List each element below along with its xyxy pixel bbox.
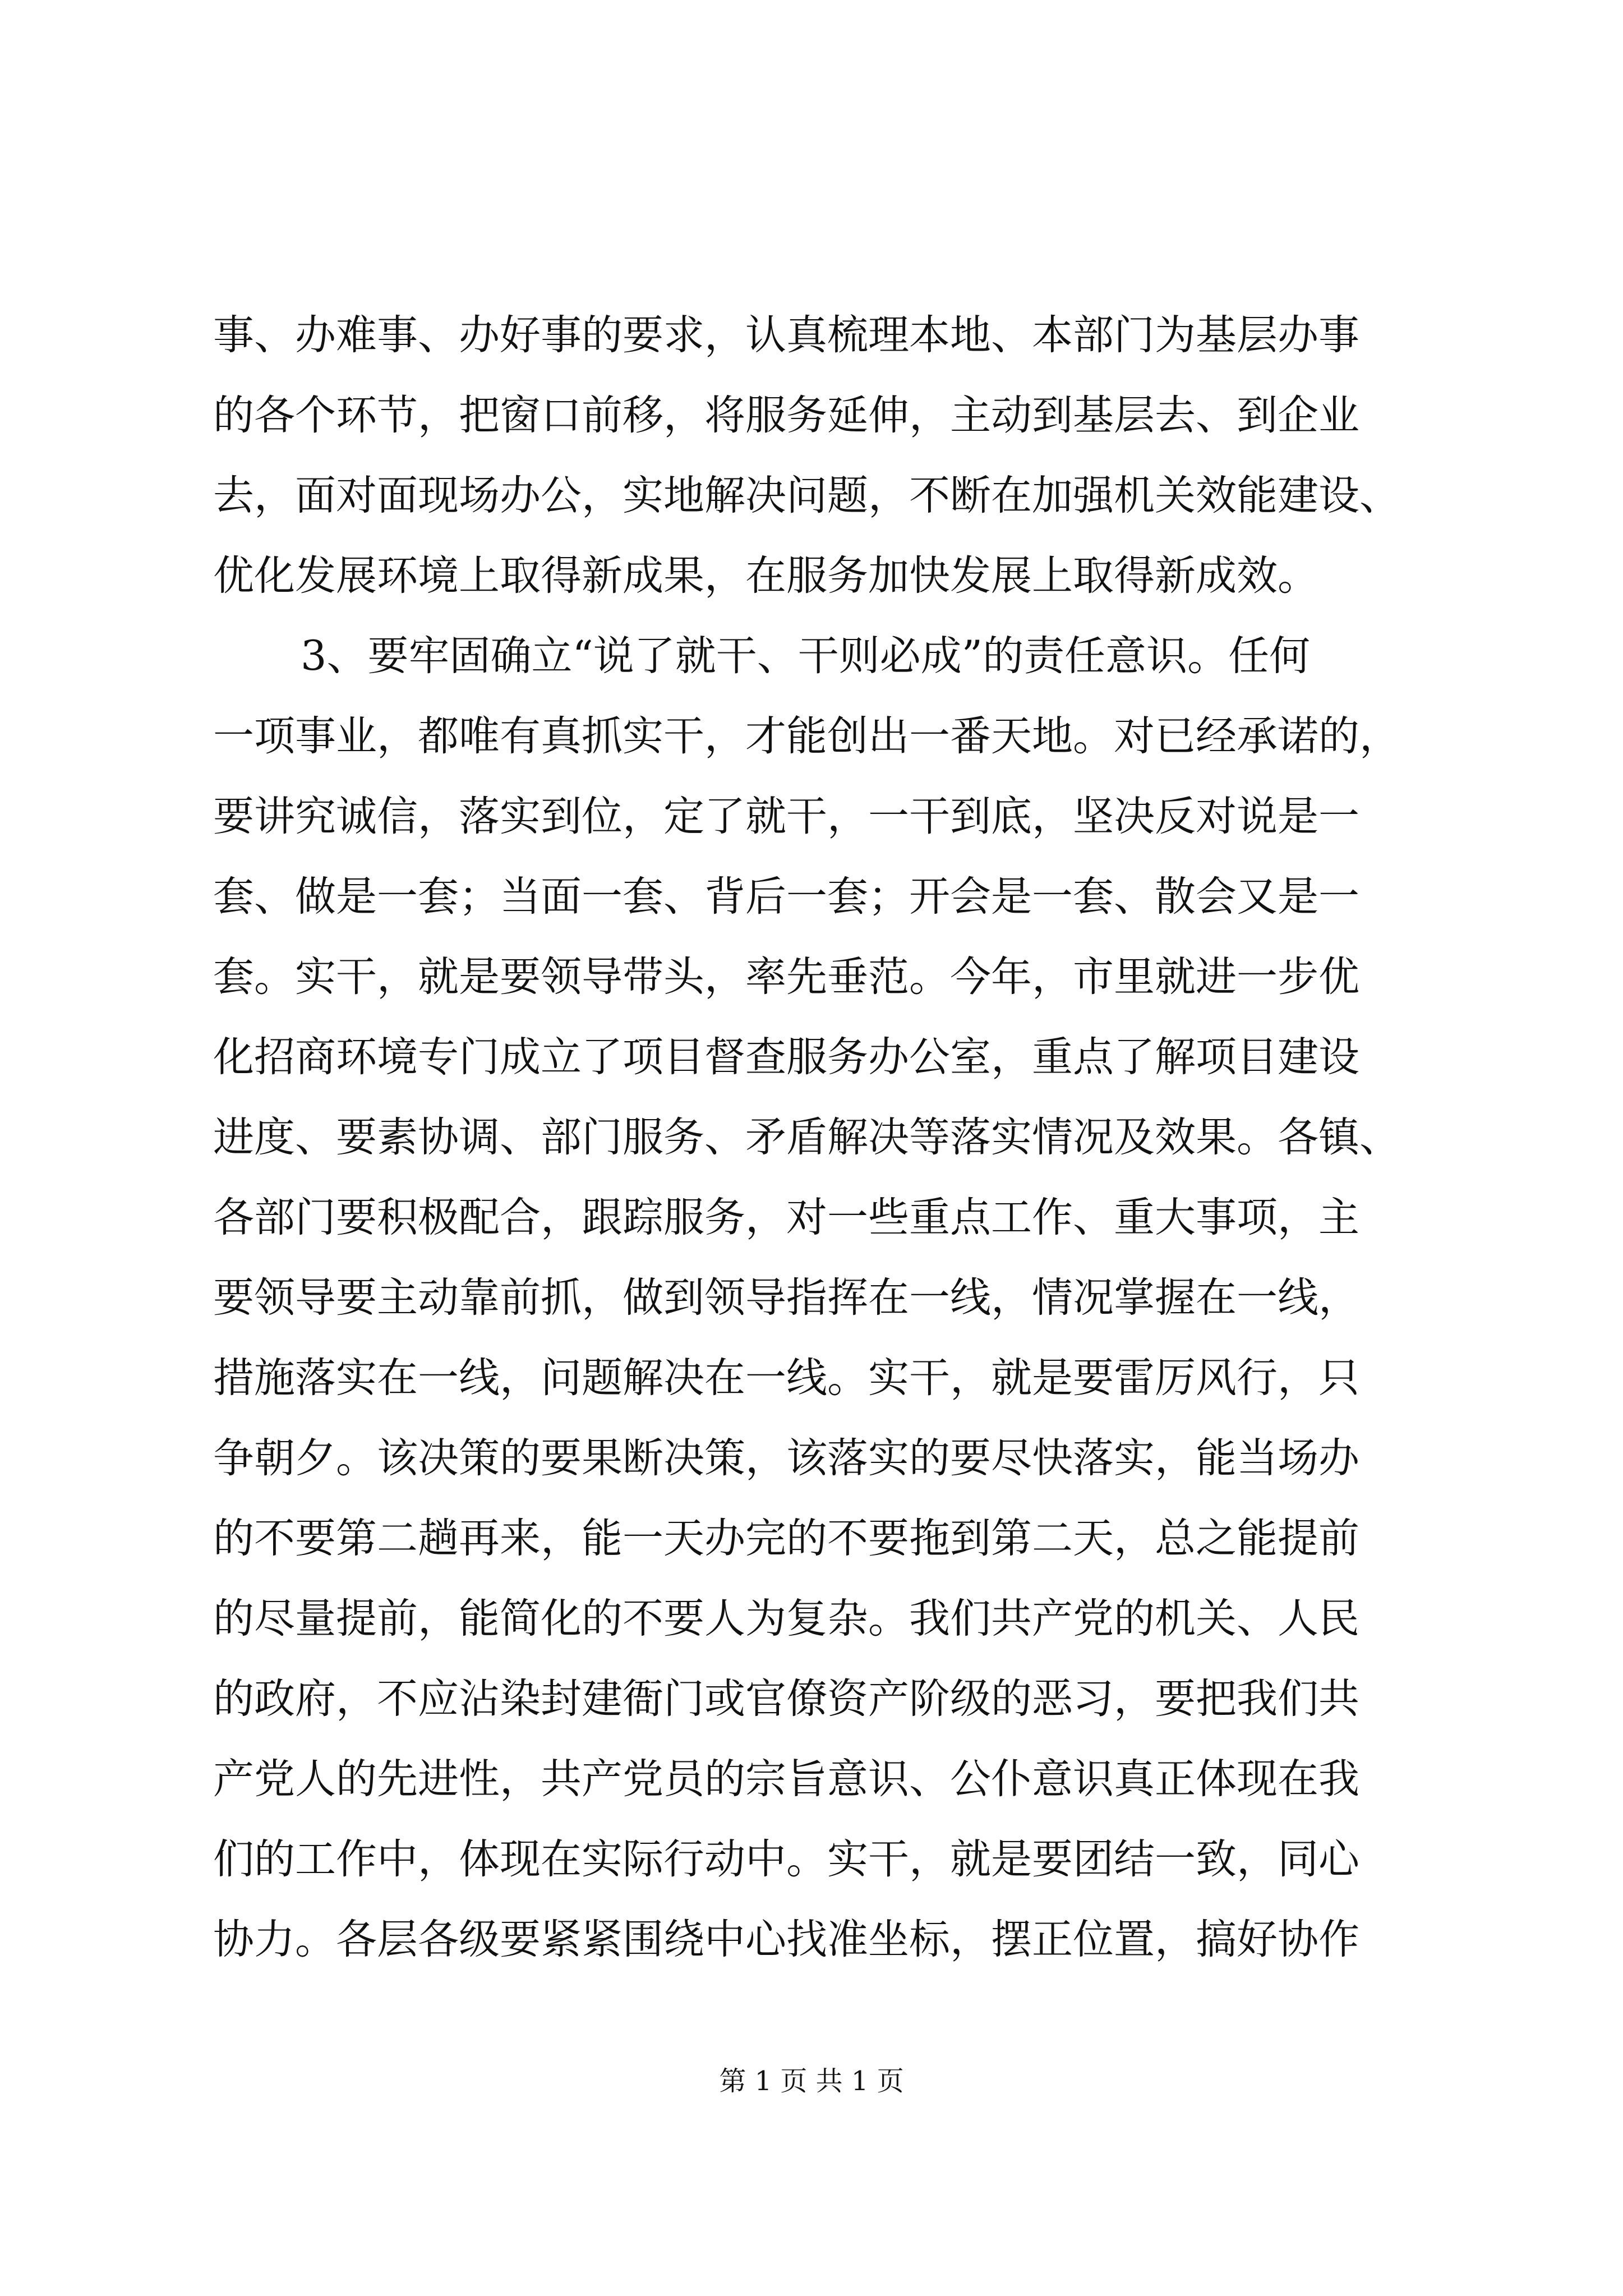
text-line: 们的工作中，体现在实际行动中。实干，就是要团结一致，同心 [213, 1835, 1359, 1883]
text-line: 去，面对面现场办公，实地解决问题，不断在加强机关效能建设、 [213, 472, 1400, 519]
text-line: 协力。各层各级要紧紧围绕中心找准坐标，摆正位置，搞好协作 [213, 1916, 1359, 1963]
page-footer [0, 2056, 1623, 2106]
paragraph-start-line: 3、要牢固确立“说了就干、干则必成”的责任意识。任何 [301, 632, 1311, 680]
text-line: 一项事业，都唯有真抓实干，才能创出一番天地。对已经承诺的， [213, 712, 1400, 760]
text-line: 套。实干，就是要领导带头，率先垂范。今年，市里就进一步优 [213, 953, 1359, 1001]
text-line: 化招商环境专门成立了项目督查服务办公室，重点了解项目建设 [213, 1033, 1359, 1081]
text-line: 产党人的先进性，共产党员的宗旨意识、公仆意识真正体现在我 [213, 1755, 1359, 1803]
text-line: 要领导要主动靠前抓，做到领导指挥在一线，情况掌握在一线， [213, 1274, 1359, 1322]
text-line: 要讲究诚信，落实到位，定了就干，一干到底，坚决反对说是一 [213, 793, 1359, 840]
text-line: 的尽量提前，能简化的不要人为复杂。我们共产党的机关、人民 [213, 1595, 1359, 1642]
page-number-label: 第 1 页 共 1 页 [719, 2065, 904, 2097]
text-line: 的各个环节，把窗口前移，将服务延伸，主动到基层去、到企业 [213, 392, 1359, 439]
text-line: 的政府，不应沾染封建衙门或官僚资产阶级的恶习，要把我们共 [213, 1675, 1359, 1723]
text-line: 优化发展环境上取得新成果，在服务加快发展上取得新成效。 [213, 552, 1318, 600]
text-line: 进度、要素协调、部门服务、矛盾解决等落实情况及效果。各镇、 [213, 1114, 1400, 1161]
text-line: 各部门要积极配合，跟踪服务，对一些重点工作、重大事项，主 [213, 1194, 1359, 1241]
text-line: 的不要第二趟再来，能一天办完的不要拖到第二天，总之能提前 [213, 1515, 1359, 1562]
text-line: 套、做是一套；当面一套、背后一套；开会是一套、散会又是一 [213, 873, 1359, 921]
text-line: 事、办难事、办好事的要求，认真梳理本地、本部门为基层办事 [213, 311, 1359, 359]
text-line: 争朝夕。该决策的要果断决策，该落实的要尽快落实，能当场办 [213, 1434, 1359, 1482]
text-line: 措施落实在一线，问题解决在一线。实干，就是要雷厉风行，只 [213, 1354, 1359, 1402]
